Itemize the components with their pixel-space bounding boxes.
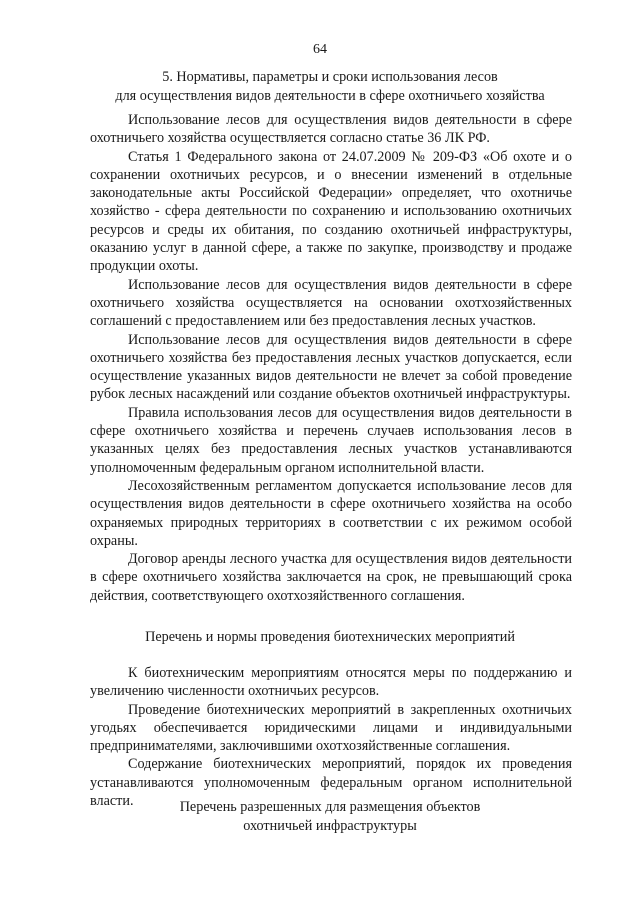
paragraph: Лесохозяйственным регламентом допускается использование лесов для осуществления видов деятельности в сфере охотничьего хозяйства на особо охраняемых природных территориях в соответствии с их режимом особой охраны. <box>90 477 572 549</box>
biotech-heading: Перечень и нормы проведения биотехнических мероприятий <box>145 629 515 645</box>
biotech-body <box>90 664 572 810</box>
infrastructure-heading-line-1: Перечень разрешенных для размещения объектов <box>179 799 481 815</box>
section-heading <box>88 68 572 106</box>
page-number: 64 <box>313 42 327 57</box>
paragraph: Использование лесов для осуществления видов деятельности в сфере охотничьего хозяйства осуществляется согласно статье 36 ЛК РФ. <box>90 112 572 147</box>
section-heading-line-1: 5. Нормативы, параметры и сроки использования лесов <box>162 69 498 85</box>
infrastructure-heading-line-2: охотничьей инфраструктуры <box>243 818 417 834</box>
paragraph: Правила использования лесов для осуществления видов деятельности в сфере охотничьего хозяйства и перечень случаев использования лесов в указанных целях без предоставления лесных участков устанавливаются уполномоченным федеральным органом исполнительной власти. <box>90 404 572 476</box>
infrastructure-heading <box>88 798 572 836</box>
paragraph: Статья 1 Федерального закона от 24.07.2009 № 209-ФЗ «Об охоте и о сохранении охотничьих ресурсов, и о внесении изменений в отдельные законодательные акты Российской Федерации» определяет, что охотничье хозяйство - сфера деятельности по сохранению и использованию охотничьих ресурсов и среды их обитания, по созданию охотничьей инфраструктуры, оказанию услуг в данной сфере, а также по закупке, производству и продаже продукции охоты. <box>90 148 572 275</box>
paragraph: Использование лесов для осуществления видов деятельности в сфере охотничьего хозяйства осуществляется на основании охотхозяйственных соглашений с предоставлением или без предоставления лесных участков. <box>90 276 572 330</box>
paragraph: Содержание биотехнических мероприятий, порядок их проведения устанавливаются уполномоченным федеральным органом исполнительной власти. <box>90 756 572 810</box>
paragraph: Договор аренды лесного участка для осуществления видов деятельности в сфере охотничьего хозяйства заключается на срок, не превышающий срока действия, соответствующего охотхозяйственного соглашения. <box>90 551 572 604</box>
section-heading-line-2: для осуществления видов деятельности в сфере охотничьего хозяйства <box>115 88 545 104</box>
paragraph: Использование лесов для осуществления видов деятельности в сфере охотничьего хозяйства без предоставления лесных участков допускается, если осуществление указанных видов деятельности не влечет за собой проведение рубок лесных насаждений или создание объектов охотничьей инфраструктуры. <box>90 331 572 403</box>
paragraph: Проведение биотехнических мероприятий в закрепленных охотничьих угодьях обеспечивается юридическими лицами и индивидуальными предпринимателями, заключившими охотхозяйственные соглашения. <box>90 701 572 755</box>
section-body <box>90 111 572 605</box>
paragraph: К биотехническим мероприятиям относятся меры по поддержанию и увеличению численности охотничьих ресурсов. <box>90 665 572 700</box>
